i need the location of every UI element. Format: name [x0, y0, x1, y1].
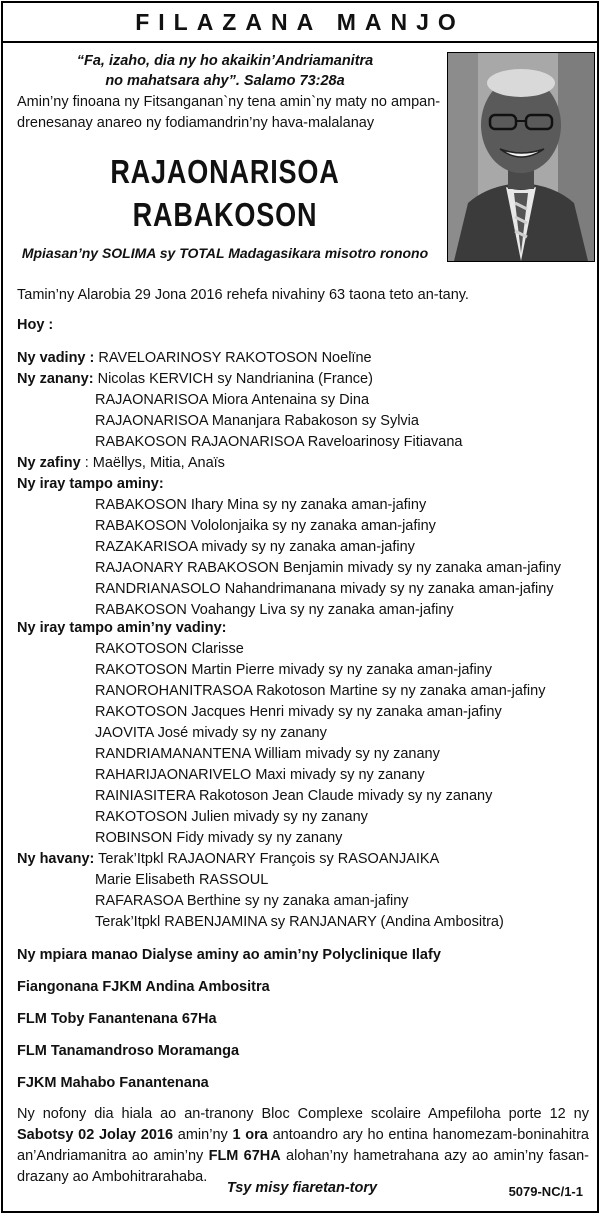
- relative-item: Terak’Itpkl RAJAONARY François sy RASOANJAIKA: [98, 851, 440, 867]
- group-item: Fiangonana FJKM Andina Ambositra: [17, 979, 270, 995]
- spouse-sibling-item: RANDRIAMANANTENA William mivady sy ny zanany: [95, 746, 440, 762]
- spouse-sibling-item: RAKOTOSON Jacques Henri mivady sy ny zanaka aman-jafiny: [95, 704, 502, 720]
- sibling-item: RAZAKARISOA mivady sy ny zanaka aman-jafiny: [95, 539, 415, 555]
- obituary-notice: [1, 1, 599, 1213]
- relatives-label: Ny havany:: [17, 851, 95, 867]
- funeral-church: FLM 67HA: [208, 1148, 281, 1164]
- spouse-sibling-item: RAKOTOSON Julien mivady sy ny zanany: [95, 809, 368, 825]
- funeral-text-2: amin’ny: [173, 1127, 233, 1143]
- funeral-paragraph: [17, 1104, 589, 1188]
- deceased-name-2: RABAKOSON: [132, 196, 318, 233]
- spouse-name: RAVELOARINOSY RAKOTOSON Noelïne: [98, 350, 372, 366]
- bible-quote-line-2: no mahatsara ahy”. Salamo 73:28a: [105, 73, 345, 89]
- grandchildren-names: : Maëllys, Mitia, Anaïs: [84, 455, 225, 471]
- notice-header: [3, 3, 597, 43]
- spouse-sibling-item: JAOVITA José mivady sy ny zanany: [95, 725, 327, 741]
- child-item: RAJAONARISOA Mananjara Rabakoson sy Sylvia: [95, 413, 419, 429]
- sibling-item: RANDRIANASOLO Nahandrimanana mivady sy ny zanaka aman-jafiny: [95, 581, 554, 597]
- siblings-label: Ny iray tampo aminy:: [17, 476, 164, 492]
- sibling-item: RAJAONARY RABAKOSON Benjamin mivady sy ny zanaka aman-jafiny: [95, 560, 562, 576]
- sibling-item: RABAKOSON Vololonjaika sy ny zanaka aman-jafiny: [95, 518, 436, 534]
- funeral-time: 1 ora: [232, 1127, 268, 1143]
- children-row: [17, 371, 373, 387]
- funeral-text-1: Ny nofony dia hiala ao an-tranony Bloc Complexe scolaire Ampefiloha porte 12 ny: [17, 1106, 589, 1122]
- funeral-text-4: alohan’ny hametrahana azy ao amin’ny fasan-drazany ao Ambohitrarahaba.: [17, 1148, 590, 1185]
- relative-item: Marie Elisabeth RASSOUL: [95, 872, 269, 888]
- spouse-sibling-item: RAKOTOSON Clarisse: [95, 641, 244, 657]
- child-item: RAJAONARISOA Miora Antenaina sy Dina: [95, 392, 370, 408]
- spouse-label: Ny vadiny :: [17, 350, 95, 366]
- spouse-sibling-item: RANOROHANITRASOA Rakotoson Martine sy ny zanaka aman-jafiny: [95, 683, 546, 699]
- spouse-siblings-label: Ny iray tampo amin’ny vadiny:: [17, 620, 227, 636]
- relative-item: RAFARASOA Berthine sy ny zanaka aman-jafiny: [95, 893, 409, 909]
- spouse-sibling-item: RAKOTOSON Martin Pierre mivady sy ny zanaka aman-jafiny: [95, 662, 493, 678]
- sibling-item: RABAKOSON Voahangy Liva sy ny zanaka aman-jafiny: [95, 602, 454, 618]
- deceased-occupation: Mpiasan’ny SOLIMA sy TOTAL Madagasikara misotro ronono: [21, 245, 429, 261]
- child-item: RABAKOSON RAJAONARISOA Raveloarinosy Fitiavana: [95, 434, 463, 450]
- spouse-sibling-item: RAHARIJAONARIVELO Maxi mivady sy ny zanany: [95, 767, 425, 783]
- relative-item: Terak’Itpkl RABENJAMINA sy RANJANARY (Andina Ambositra): [95, 914, 504, 930]
- children-label: Ny zanany:: [17, 371, 94, 387]
- reference-code: 5079-NC/1-1: [508, 1184, 583, 1199]
- spouse-row: [17, 350, 372, 366]
- group-item: FLM Tanamandroso Moramanga: [17, 1043, 240, 1059]
- funeral-date: Sabotsy 02 Jolay 2016: [17, 1127, 174, 1143]
- group-item: Ny mpiara manao Dialyse aminy ao amin’ny Polyclinique Ilafy: [17, 947, 441, 963]
- group-item: FJKM Mahabo Fanantenana: [17, 1075, 209, 1091]
- death-date-line: Tamin’ny Alarobia 29 Jona 2016 rehefa nivahiny 63 taona teto an-tany.: [17, 287, 469, 303]
- deceased-name-1: RAJAONARISOA: [110, 153, 340, 190]
- notice-title: FILAZANA MANJO: [135, 8, 465, 35]
- hoy-label: Hoy :: [17, 317, 54, 333]
- bible-quote-line-1: “Fa, izaho, dia ny ho akaikin’Andriamanitra: [76, 53, 374, 69]
- relatives-row: [17, 851, 439, 867]
- spouse-sibling-item: RAINIASITERA Rakotoson Jean Claude mivady sy ny zanany: [95, 788, 493, 804]
- intro-line-1: Amin’ny finoana ny Fitsanganan`ny tena amin`ny maty no ampan-: [17, 94, 441, 110]
- closing-note: Tsy misy fiaretan-tory: [226, 1180, 378, 1196]
- sibling-item: RABAKOSON Ihary Mina sy ny zanaka aman-jafiny: [95, 497, 427, 513]
- child-item: Nicolas KERVICH sy Nandrianina (France): [97, 371, 373, 387]
- grandchildren-row: [17, 455, 225, 471]
- group-item: FLM Toby Fanantenana 67Ha: [17, 1011, 217, 1027]
- portrait-photo: [447, 52, 595, 262]
- spouse-sibling-item: ROBINSON Fidy mivady sy ny zanany: [95, 830, 343, 846]
- intro-line-2: drenesanay anareo ny fodiamandrin’ny hava-malalanay: [17, 115, 375, 131]
- funeral-text-3: antoandro ary ho entina hanomezam-boninahitra an’Andriamanitra ao amin’ny: [17, 1127, 589, 1164]
- grandchildren-label: Ny zafiny: [17, 455, 81, 471]
- portrait-image: [448, 53, 594, 261]
